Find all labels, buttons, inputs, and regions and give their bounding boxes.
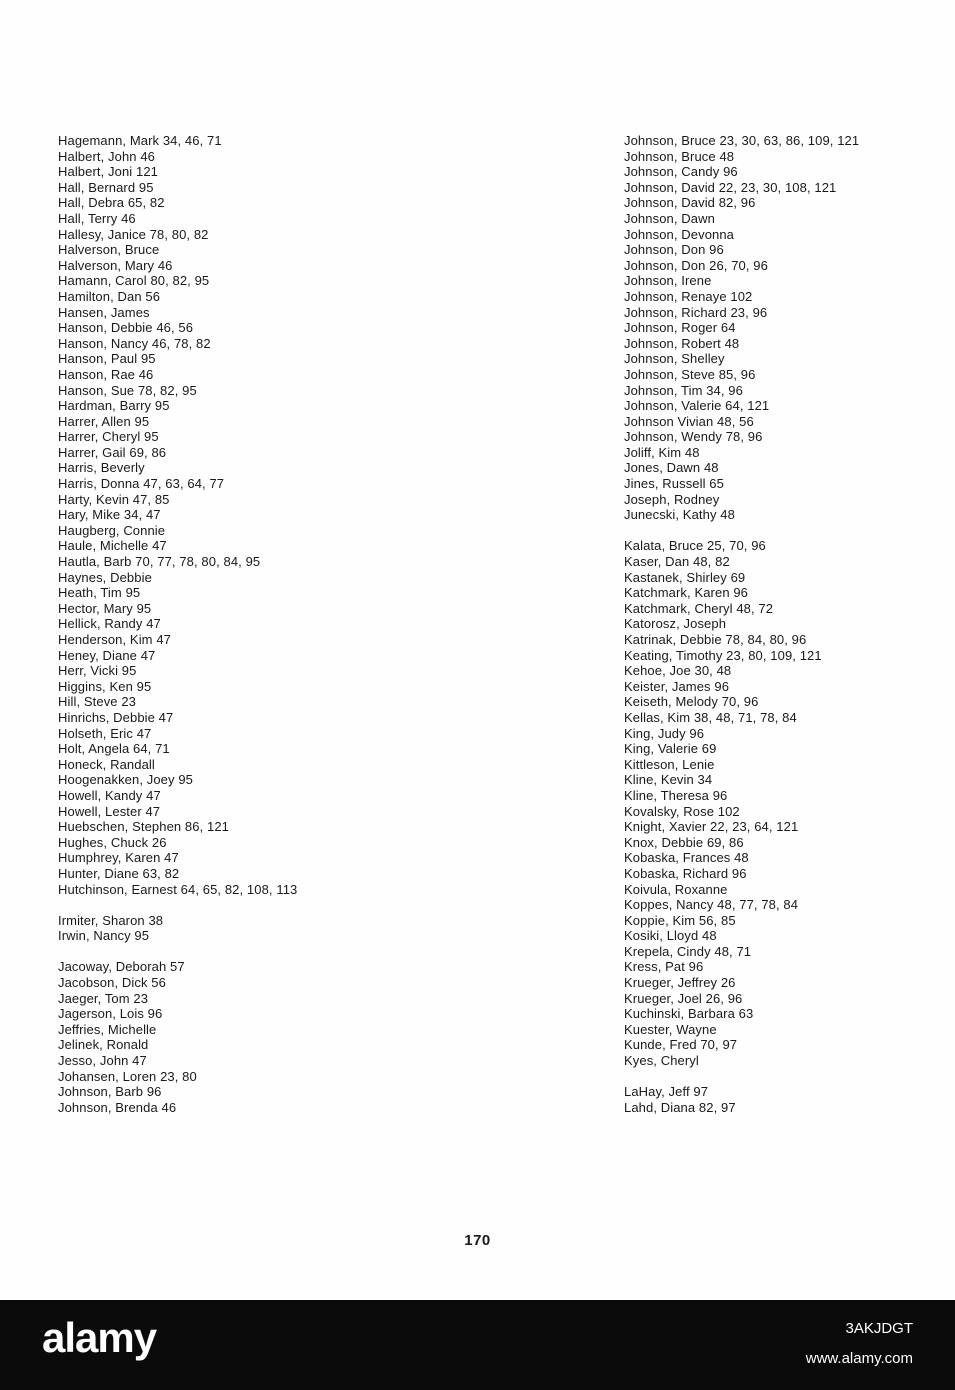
- index-entry: Jelinek, Ronald: [58, 1037, 149, 1053]
- index-entry: Krueger, Jeffrey 26: [624, 975, 736, 991]
- index-entry: Kline, Kevin 34: [624, 772, 713, 788]
- index-entry: Kittleson, Lenie: [624, 756, 715, 772]
- index-entry: Kastanek, Shirley 69: [624, 569, 746, 585]
- index-entry: Irmiter, Sharon 38: [58, 912, 164, 928]
- index-entry: Kyes, Cheryl: [624, 1053, 699, 1069]
- index-entry: Kobaska, Frances 48: [624, 850, 749, 866]
- index-entry: Kalata, Bruce 25, 70, 96: [624, 538, 766, 554]
- index-entry: Johnson, David 82, 96: [624, 195, 756, 211]
- index-entry: Keister, James 96: [624, 678, 730, 694]
- index-entry: Johnson, Don 96: [624, 242, 724, 258]
- index-entry: Johnson, Don 26, 70, 96: [624, 257, 768, 273]
- index-entry: Kehoe, Joe 30, 48: [624, 663, 732, 679]
- index-entry: Herr, Vicki 95: [58, 663, 137, 679]
- index-entry: Johansen, Loren 23, 80: [58, 1068, 197, 1084]
- index-entry: Hallesy, Janice 78, 80, 82: [58, 226, 209, 242]
- index-entry: Kovalsky, Rose 102: [624, 803, 740, 819]
- index-entry: Johnson, Brenda 46: [58, 1099, 177, 1115]
- index-column-left: [58, 133, 358, 1115]
- section-gap: [58, 944, 358, 960]
- index-entry: Kline, Theresa 96: [624, 787, 728, 803]
- index-entry: Hanson, Sue 78, 82, 95: [58, 382, 197, 398]
- index-entry: Johnson, Tim 34, 96: [624, 382, 743, 398]
- index-entry: Katrinak, Debbie 78, 84, 80, 96: [624, 632, 807, 647]
- index-entry: Knight, Xavier 22, 23, 64, 121: [624, 819, 799, 835]
- index-entry: Keating, Timothy 23, 80, 109, 121: [624, 647, 822, 663]
- index-entry: Hanson, Debbie 46, 56: [58, 320, 194, 336]
- index-entry: Knox, Debbie 69, 86: [624, 834, 744, 850]
- index-entry: Jeffries, Michelle: [58, 1021, 157, 1037]
- index-entry: Haule, Michelle 47: [58, 538, 167, 554]
- index-entry: Keiseth, Melody 70, 96: [624, 694, 759, 710]
- index-entry: Hanson, Nancy 46, 78, 82: [58, 335, 211, 351]
- index-entry: Hughes, Chuck 26: [58, 834, 167, 850]
- index-entry: Hoogenakken, Joey 95: [58, 772, 193, 788]
- index-entry: Johnson, Bruce 23, 30, 63, 86, 109, 121: [624, 133, 860, 148]
- index-entry: Hardman, Barry 95: [58, 398, 170, 414]
- index-entry: King, Valerie 69: [624, 741, 717, 757]
- section-gap: [624, 523, 924, 539]
- index-entry: Harris, Donna 47, 63, 64, 77: [58, 476, 225, 492]
- index-entry: Jacobson, Dick 56: [58, 975, 166, 991]
- index-entry: Jagerson, Lois 96: [58, 1006, 163, 1022]
- index-entry: Henderson, Kim 47: [58, 632, 171, 647]
- index-entry: Hamann, Carol 80, 82, 95: [58, 273, 210, 289]
- index-entry: Halbert, Joni 121: [58, 164, 158, 180]
- index-entry: Hary, Mike 34, 47: [58, 507, 161, 523]
- index-entry: Kobaska, Richard 96: [624, 865, 747, 881]
- index-entry: Hall, Terry 46: [58, 210, 136, 226]
- index-entry: Johnson, Robert 48: [624, 335, 740, 351]
- index-entry: Harrer, Allen 95: [58, 413, 150, 429]
- index-entry: Joliff, Kim 48: [624, 444, 700, 460]
- index-entry: Irwin, Nancy 95: [58, 928, 150, 944]
- index-entry: Kellas, Kim 38, 48, 71, 78, 84: [624, 709, 797, 725]
- index-entry: Hellick, Randy 47: [58, 616, 161, 632]
- index-entry: Hunter, Diane 63, 82: [58, 865, 180, 881]
- index-entry: Halverson, Mary 46: [58, 257, 173, 273]
- index-entry: Lahd, Diana 82, 97: [624, 1099, 736, 1115]
- index-entry: Heney, Diane 47: [58, 647, 156, 663]
- index-entry: Johnson, David 22, 23, 30, 108, 121: [624, 179, 837, 195]
- alamy-logo: alamy: [42, 1314, 157, 1361]
- index-entry: Jesso, John 47: [58, 1053, 147, 1069]
- index-entry: Johnson, Devonna: [624, 226, 735, 242]
- index-entry: Hill, Steve 23: [58, 694, 136, 710]
- index-entry: Jaeger, Tom 23: [58, 990, 149, 1006]
- index-entry: Johnson, Wendy 78, 96: [624, 429, 763, 445]
- index-entry: Hutchinson, Earnest 64, 65, 82, 108, 113: [58, 881, 298, 897]
- index-entry: Honeck, Randall: [58, 756, 155, 772]
- index-entry: Howell, Kandy 47: [58, 787, 161, 803]
- index-entry: Hinrichs, Debbie 47: [58, 709, 174, 725]
- index-entry: Hamilton, Dan 56: [58, 288, 161, 304]
- index-entry: Higgins, Ken 95: [58, 678, 152, 694]
- image-id: 3AKJDGT: [845, 1320, 913, 1337]
- index-entry: Kunde, Fred 70, 97: [624, 1037, 738, 1053]
- index-entry: Katchmark, Cheryl 48, 72: [624, 600, 774, 616]
- index-entry: Johnson, Irene: [624, 273, 712, 289]
- index-entry: Harris, Beverly: [58, 460, 145, 476]
- index-column-right: [624, 133, 924, 1115]
- index-entry: Koppes, Nancy 48, 77, 78, 84: [624, 897, 799, 913]
- index-entry: Harrer, Cheryl 95: [58, 429, 159, 445]
- section-gap: [58, 897, 358, 913]
- site-url: www.alamy.com: [805, 1350, 913, 1367]
- index-entry: Kuchinski, Barbara 63: [624, 1006, 754, 1022]
- watermark-footer: [0, 1300, 955, 1390]
- index-entry: Koppie, Kim 56, 85: [624, 912, 736, 928]
- index-entry: Holt, Angela 64, 71: [58, 741, 170, 757]
- index-entry: Johnson, Dawn: [624, 210, 715, 226]
- index-entry: Kosiki, Lloyd 48: [624, 928, 717, 944]
- index-entry: Johnson, Shelley: [624, 351, 725, 367]
- index-entry: Howell, Lester 47: [58, 803, 161, 819]
- index-entry: Hanson, Paul 95: [58, 351, 156, 367]
- index-entry: Holseth, Eric 47: [58, 725, 152, 741]
- index-entry: Krepela, Cindy 48, 71: [624, 943, 752, 959]
- index-entry: Kaser, Dan 48, 82: [624, 554, 730, 570]
- index-entry: King, Judy 96: [624, 725, 705, 741]
- index-entry: Jacoway, Deborah 57: [58, 959, 185, 975]
- index-entry: Harrer, Gail 69, 86: [58, 444, 167, 460]
- index-entry: Hector, Mary 95: [58, 600, 152, 616]
- index-entry: Hagemann, Mark 34, 46, 71: [58, 133, 222, 148]
- index-entry: Jones, Dawn 48: [624, 460, 719, 476]
- index-entry: LaHay, Jeff 97: [624, 1084, 709, 1100]
- index-entry: Katorosz, Joseph: [624, 616, 727, 632]
- index-entry: Haynes, Debbie: [58, 569, 152, 585]
- index-entry: Johnson, Roger 64: [624, 320, 736, 336]
- index-entry: Haugberg, Connie: [58, 522, 166, 538]
- index-entry: Johnson, Steve 85, 96: [624, 366, 756, 382]
- page-number: 170: [464, 1232, 491, 1249]
- index-entry: Huebschen, Stephen 86, 121: [58, 819, 230, 835]
- index-entry: Hautla, Barb 70, 77, 78, 80, 84, 95: [58, 554, 261, 570]
- index-entry: Koivula, Roxanne: [624, 881, 728, 897]
- index-entry: Johnson, Renaye 102: [624, 288, 753, 304]
- index-entry: Hansen, James: [58, 304, 150, 320]
- index-entry: Hall, Debra 65, 82: [58, 195, 165, 211]
- index-entry: Harty, Kevin 47, 85: [58, 491, 170, 507]
- index-entry: Krueger, Joel 26, 96: [624, 990, 743, 1006]
- index-entry: Johnson, Richard 23, 96: [624, 304, 768, 320]
- index-entry: Kress, Pat 96: [624, 959, 704, 975]
- index-entry: Katchmark, Karen 96: [624, 585, 749, 601]
- index-entry: Kuester, Wayne: [624, 1021, 717, 1037]
- index-entry: Hanson, Rae 46: [58, 366, 154, 382]
- index-entry: Halbert, John 46: [58, 148, 155, 164]
- index-entry: Johnson, Barb 96: [58, 1084, 162, 1100]
- section-gap: [624, 1069, 924, 1085]
- index-entry: Junecski, Kathy 48: [624, 507, 735, 523]
- index-entry: Johnson, Bruce 48: [624, 148, 735, 164]
- index-entry: Hall, Bernard 95: [58, 179, 154, 195]
- index-entry: Johnson, Valerie 64, 121: [624, 398, 770, 414]
- index-entry: Heath, Tim 95: [58, 585, 141, 601]
- index-entry: Jines, Russell 65: [624, 476, 724, 492]
- index-entry: Johnson Vivian 48, 56: [624, 413, 754, 429]
- index-entry: Halverson, Bruce: [58, 242, 160, 258]
- index-entry: Joseph, Rodney: [624, 491, 720, 507]
- index-entry: Humphrey, Karen 47: [58, 850, 179, 866]
- index-entry: Johnson, Candy 96: [624, 164, 738, 180]
